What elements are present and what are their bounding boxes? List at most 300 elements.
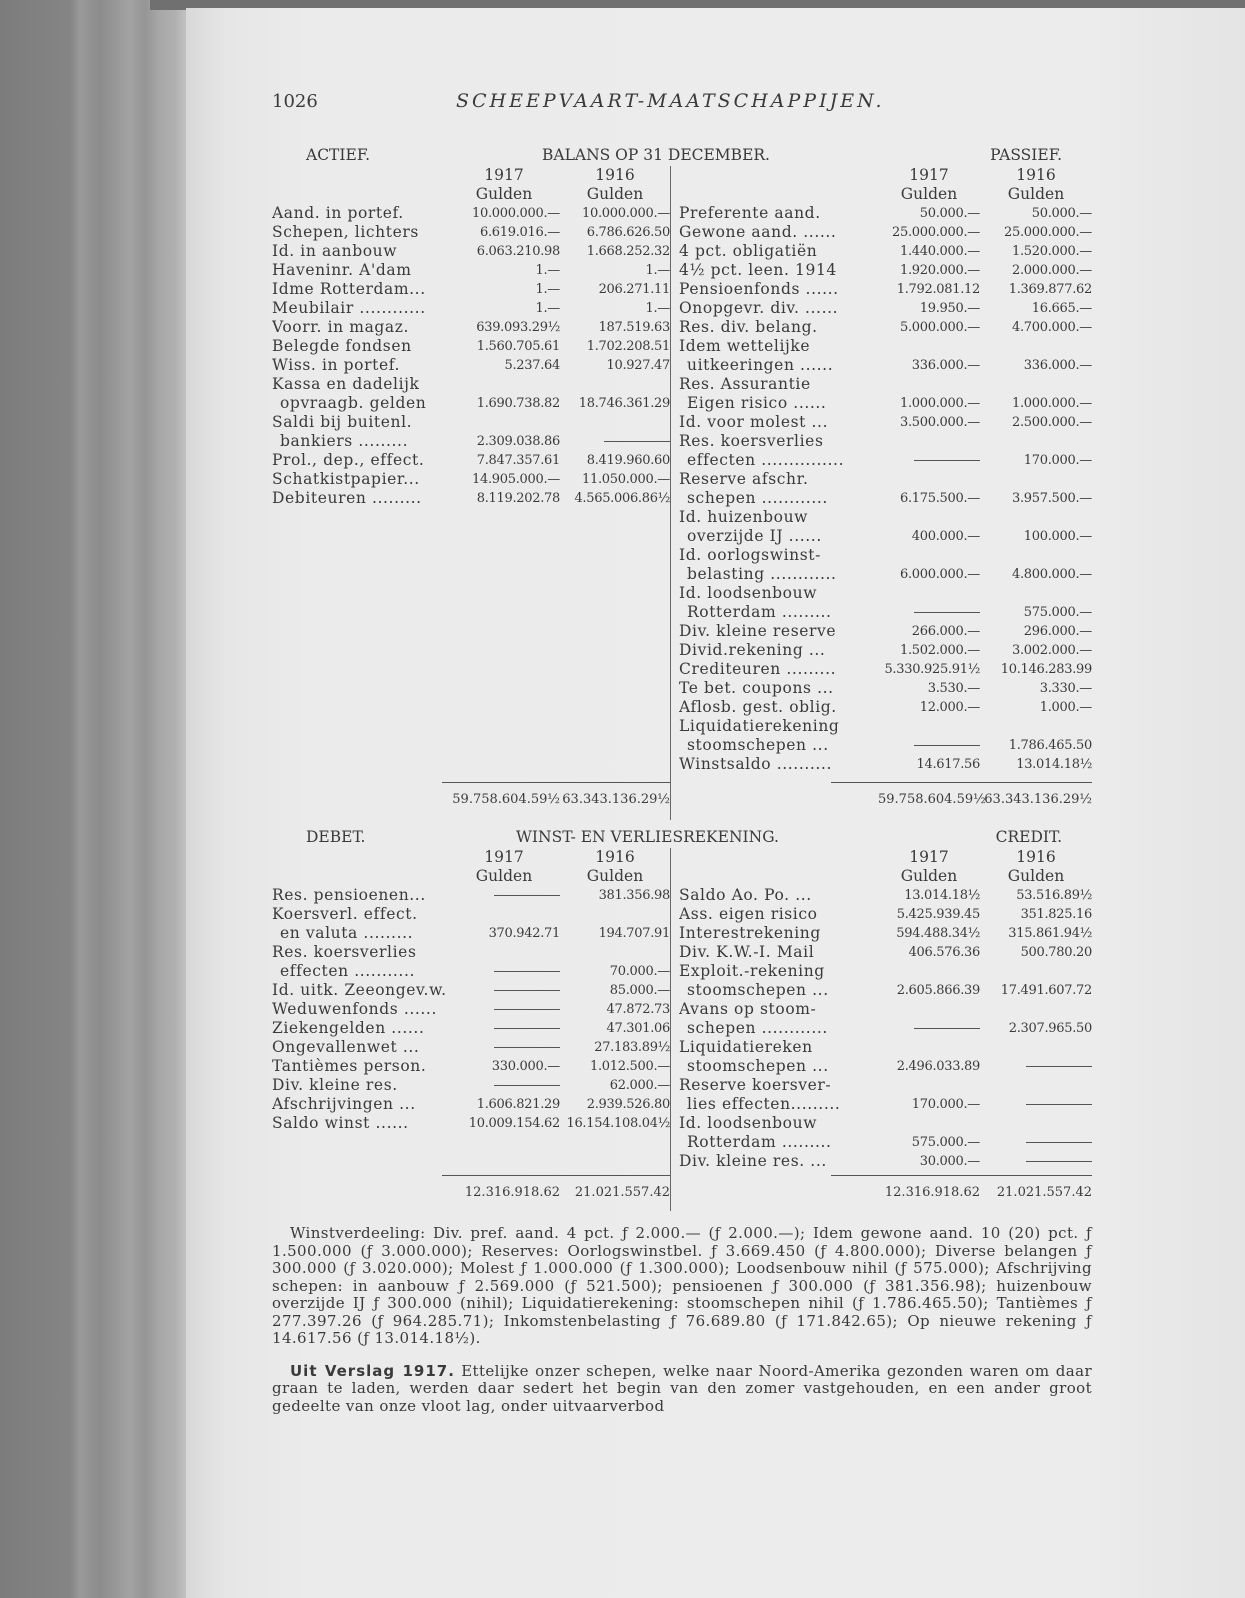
row-value-1917: 336.000.—	[911, 358, 980, 373]
row-label: Koersverl. effect.	[272, 905, 418, 923]
table-row	[272, 204, 670, 223]
row-label: Winstsaldo ..........	[679, 755, 832, 773]
row-value-1917: 1.606.821.29	[476, 1097, 560, 1112]
row-label: Div. K.W.-I. Mail	[679, 943, 815, 961]
row-value-1917	[878, 1000, 980, 1019]
row-value-1917: 12.000.—	[919, 700, 980, 715]
row-value-1917: 19.950.—	[919, 301, 980, 316]
assets-column	[272, 166, 671, 774]
row-value-1916	[980, 1114, 1092, 1133]
row-label: Te bet. coupons ...	[679, 679, 834, 697]
row-label: bankiers .........	[280, 432, 409, 450]
row-value-1917: 10.000.000.—	[472, 206, 560, 221]
row-label: Div. kleine res.	[272, 1076, 398, 1094]
row-value-1917	[448, 1000, 560, 1019]
table-row	[272, 1114, 670, 1133]
row-label: Aand. in portef.	[272, 204, 404, 222]
row-label: Kassa en dadelijk	[272, 375, 420, 393]
row-label: Tantièmes person.	[272, 1057, 427, 1075]
table-row	[272, 1095, 670, 1114]
row-value-1916: 17.491.607.72	[1000, 983, 1092, 998]
row-value-1917: 6.000.000.—	[900, 567, 980, 582]
row-label: stoomschepen ...	[687, 1057, 829, 1075]
table-row	[679, 1076, 1092, 1095]
row-value-1916: 170.000.—	[1023, 453, 1092, 468]
row-value-1916: 10.927.47	[606, 358, 670, 373]
row-label: Res. Assurantie	[679, 375, 811, 393]
row-value-1916: 50.000.—	[1031, 206, 1092, 221]
row-value-1917	[448, 886, 560, 905]
row-label: Pensioenfonds ......	[679, 280, 839, 298]
year-1916: 1916 Gulden	[586, 166, 644, 203]
balance-header	[272, 146, 1092, 166]
row-value-1917: 6.063.210.98	[476, 244, 560, 259]
balance-table	[272, 166, 1092, 774]
table-row	[679, 508, 1092, 527]
table-row	[679, 470, 1092, 489]
table-row	[679, 432, 1092, 451]
table-row	[679, 679, 1092, 698]
row-value-1916: 194.707.91	[598, 926, 670, 941]
row-value-1916	[980, 1057, 1092, 1076]
liabilities-total-1916: 63.343.136.29½	[984, 792, 1092, 807]
row-label: Crediteuren .........	[679, 660, 837, 678]
year-1916: 1916 Gulden	[1007, 848, 1065, 885]
row-value-1916: 6.786.626.50	[586, 225, 670, 240]
row-label: Voorr. in magaz.	[272, 318, 410, 336]
assets-total-1917: 59.758.604.59½	[452, 792, 560, 807]
table-row	[272, 413, 670, 432]
row-value-1916	[980, 1000, 1092, 1019]
row-value-1916: 25.000.000.—	[1004, 225, 1092, 240]
row-value-1916: 53.516.89½	[1016, 888, 1092, 903]
row-value-1916	[980, 1152, 1092, 1171]
pl-totals	[272, 1171, 1092, 1211]
row-value-1917	[448, 375, 560, 394]
row-label: effecten ...............	[687, 451, 845, 469]
assets-total-1916: 63.343.136.29½	[562, 792, 670, 807]
row-value-1916: 1.—	[645, 301, 670, 316]
row-label: 4 pct. obligatiën	[679, 242, 818, 260]
row-value-1917	[448, 413, 560, 432]
nil-dash	[914, 1028, 980, 1029]
debit-total-1916: 21.021.557.42	[574, 1185, 670, 1200]
actief-title: ACTIEF.	[306, 146, 371, 164]
row-value-1917: 30.000.—	[919, 1154, 980, 1169]
row-label: Gewone aand. ......	[679, 223, 837, 241]
row-label: Res. koersverlies	[272, 943, 417, 961]
row-label: Ass. eigen risico	[679, 905, 818, 923]
table-row	[679, 584, 1092, 603]
row-value-1917: 13.014.18½	[904, 888, 980, 903]
row-value-1916: 16.154.108.04½	[566, 1116, 670, 1131]
table-row	[272, 886, 670, 905]
table-row	[272, 470, 670, 489]
row-value-1916: 4.800.000.—	[1012, 567, 1092, 582]
table-row	[272, 451, 670, 470]
row-label: Interestrekening	[679, 924, 821, 942]
table-row	[679, 1133, 1092, 1152]
row-value-1917: 3.500.000.—	[900, 415, 980, 430]
pl-table	[272, 848, 1092, 1171]
row-label: Reserve koersver-	[679, 1076, 832, 1094]
row-label: Preferente aand.	[679, 204, 821, 222]
row-label: Divid.rekening ...	[679, 641, 826, 659]
row-value-1916	[980, 1038, 1092, 1057]
running-head	[272, 92, 1092, 122]
year-1917: 1917 Gulden	[900, 166, 958, 203]
row-value-1917	[878, 546, 980, 565]
row-value-1917: 5.000.000.—	[900, 320, 980, 335]
table-row	[679, 943, 1092, 962]
table-row	[679, 1152, 1092, 1171]
row-value-1916	[560, 943, 670, 962]
row-value-1916	[980, 962, 1092, 981]
nil-dash	[494, 1047, 560, 1048]
row-label: overzijde IJ ......	[687, 527, 822, 545]
debit-column	[272, 848, 671, 1171]
row-value-1916: 8.419.960.60	[586, 453, 670, 468]
row-value-1916: 381.356.98	[598, 888, 670, 903]
nil-dash	[494, 1009, 560, 1010]
book-binding	[0, 0, 190, 1598]
row-value-1917	[878, 432, 980, 451]
table-row	[679, 1095, 1092, 1114]
row-value-1917: 2.496.033.89	[896, 1059, 980, 1074]
row-value-1916: 351.825.16	[1020, 907, 1092, 922]
row-label: Res. pensioenen...	[272, 886, 426, 904]
row-value-1917	[878, 603, 980, 622]
row-label: Belegde fondsen	[272, 337, 412, 355]
table-row	[272, 375, 670, 394]
assets-year-header	[272, 166, 670, 204]
row-value-1916: 62.000.—	[609, 1078, 670, 1093]
liabilities-total-1917: 59.758.604.59½	[878, 792, 986, 807]
nil-dash	[494, 990, 560, 991]
row-value-1917	[878, 717, 980, 736]
row-value-1916: 1.—	[645, 263, 670, 278]
table-row	[679, 375, 1092, 394]
row-value-1917: 1.792.081.12	[896, 282, 980, 297]
nil-dash	[494, 1028, 560, 1029]
row-value-1917: 8.119.202.78	[476, 491, 560, 506]
row-value-1917: 1.502.000.—	[900, 643, 980, 658]
table-row	[272, 962, 670, 981]
table-row	[272, 1000, 670, 1019]
row-value-1917	[878, 508, 980, 527]
row-value-1916: 47.872.73	[606, 1002, 670, 1017]
table-row	[272, 223, 670, 242]
row-value-1916: 296.000.—	[1023, 624, 1092, 639]
debit-rows	[272, 886, 670, 1133]
row-value-1917: 266.000.—	[911, 624, 980, 639]
table-row	[272, 280, 670, 299]
row-value-1916: 336.000.—	[1023, 358, 1092, 373]
row-label: Ongevallenwet ...	[272, 1038, 420, 1056]
row-label: Debiteuren .........	[272, 489, 422, 507]
row-label: uitkeeringen ......	[687, 356, 834, 374]
table-row	[272, 1038, 670, 1057]
row-value-1916: 16.665.—	[1031, 301, 1092, 316]
row-label: Div. kleine reserve	[679, 622, 837, 640]
row-value-1916: 13.014.18½	[1016, 757, 1092, 772]
row-label: Id. uitk. Zeeongev.w.	[272, 981, 447, 999]
row-value-1917: 5.330.925.91½	[884, 662, 980, 677]
row-value-1917	[878, 470, 980, 489]
table-row	[679, 451, 1092, 470]
table-row	[679, 698, 1092, 717]
balance-title: BALANS OP 31 DECEMBER.	[542, 146, 770, 164]
row-value-1916	[560, 375, 670, 394]
row-value-1917	[878, 375, 980, 394]
row-label: Schatkistpapier...	[272, 470, 420, 488]
table-row	[679, 318, 1092, 337]
table-row	[272, 261, 670, 280]
nil-dash	[494, 1085, 560, 1086]
year-1917: 1917 Gulden	[475, 848, 533, 885]
row-value-1916: 100.000.—	[1023, 529, 1092, 544]
row-value-1917	[878, 584, 980, 603]
row-value-1916	[980, 432, 1092, 451]
row-value-1917: 1.000.000.—	[900, 396, 980, 411]
row-label: opvraagb. gelden	[280, 394, 427, 412]
table-row	[272, 1057, 670, 1076]
nil-dash	[494, 971, 560, 972]
passief-title: PASSIEF.	[990, 146, 1062, 164]
row-label: effecten ...........	[280, 962, 416, 980]
row-value-1917: 1.440.000.—	[900, 244, 980, 259]
table-row	[679, 924, 1092, 943]
row-label: Aflosb. gest. oblig.	[679, 698, 837, 716]
row-value-1916	[560, 432, 670, 451]
year-1916: 1916 Gulden	[1007, 166, 1065, 203]
row-value-1917: 370.942.71	[488, 926, 560, 941]
table-row	[272, 1019, 670, 1038]
row-value-1917: 406.576.36	[908, 945, 980, 960]
nil-dash	[604, 441, 670, 442]
row-value-1917	[878, 736, 980, 755]
row-value-1916: 70.000.—	[609, 964, 670, 979]
row-label: Liquidatiereken	[679, 1038, 813, 1056]
row-value-1916: 187.519.63	[598, 320, 670, 335]
table-row	[679, 280, 1092, 299]
table-row	[679, 413, 1092, 432]
running-title: SCHEEPVAART-MAATSCHAPPIJEN.	[456, 90, 885, 112]
row-value-1917	[448, 1076, 560, 1095]
row-value-1917: 14.905.000.—	[472, 472, 560, 487]
table-row	[272, 981, 670, 1000]
table-row	[679, 546, 1092, 565]
row-label: Div. kleine res. ...	[679, 1152, 827, 1170]
row-value-1916: 4.565.006.86½	[574, 491, 670, 506]
row-value-1917: 7.847.357.61	[476, 453, 560, 468]
table-row	[679, 622, 1092, 641]
row-value-1917: 1.690.738.82	[476, 396, 560, 411]
table-row	[679, 261, 1092, 280]
row-value-1916: 1.000.000.—	[1012, 396, 1092, 411]
row-value-1916	[980, 508, 1092, 527]
liabilities-rows	[679, 204, 1092, 774]
table-row	[679, 1038, 1092, 1057]
row-value-1916: 1.012.500.—	[590, 1059, 670, 1074]
row-label: Wiss. in portef.	[272, 356, 401, 374]
liabilities-year-header	[679, 166, 1092, 204]
nil-dash	[914, 745, 980, 746]
verslag-text: Ettelijke onzer schepen, welke naar Noord-Amerika gezonden waren om daar graan te laden, werden daar sedert het begin van den zomer vastgehouden, en een ander groot gedeelte van onze vloot lag, onder uitvaarverbod	[272, 1361, 1093, 1415]
debit-total-1917: 12.316.918.62	[464, 1185, 560, 1200]
table-row	[679, 337, 1092, 356]
table-row	[679, 394, 1092, 413]
row-label: belasting ............	[687, 565, 837, 583]
row-value-1917	[878, 1076, 980, 1095]
row-value-1916: 3.002.000.—	[1012, 643, 1092, 658]
row-value-1916: 85.000.—	[609, 983, 670, 998]
row-value-1916	[980, 470, 1092, 489]
row-value-1917	[448, 905, 560, 924]
row-value-1917	[448, 981, 560, 1000]
row-value-1917	[448, 1038, 560, 1057]
page-content	[272, 92, 1092, 1430]
table-row	[679, 299, 1092, 318]
nil-dash	[1026, 1104, 1092, 1105]
table-row	[272, 924, 670, 943]
row-label: schepen ............	[687, 1019, 828, 1037]
row-value-1916	[980, 546, 1092, 565]
row-value-1917: 170.000.—	[911, 1097, 980, 1112]
row-value-1916	[980, 375, 1092, 394]
table-row	[679, 641, 1092, 660]
row-value-1916: 2.500.000.—	[1012, 415, 1092, 430]
row-label: Afschrijvingen ...	[272, 1095, 416, 1113]
row-label: Idme Rotterdam...	[272, 280, 426, 298]
row-value-1916: 2.939.526.80	[586, 1097, 670, 1112]
credit-rows	[679, 886, 1092, 1171]
row-value-1916: 500.780.20	[1020, 945, 1092, 960]
row-label: Id. loodsenbouw	[679, 1114, 818, 1132]
table-row	[272, 943, 670, 962]
table-row	[679, 660, 1092, 679]
row-value-1917: 330.000.—	[491, 1059, 560, 1074]
row-value-1917: 400.000.—	[911, 529, 980, 544]
nil-dash	[1026, 1066, 1092, 1067]
table-row	[679, 603, 1092, 622]
row-value-1916: 315.861.94½	[1008, 926, 1092, 941]
table-row	[272, 905, 670, 924]
nil-dash	[1026, 1142, 1092, 1143]
row-value-1917	[878, 1019, 980, 1038]
table-row	[679, 356, 1092, 375]
table-row	[679, 962, 1092, 981]
row-label: stoomschepen ...	[687, 981, 829, 999]
year-1917: 1917 Gulden	[900, 848, 958, 885]
row-label: Prol., dep., effect.	[272, 451, 425, 469]
row-label: Res. div. belang.	[679, 318, 818, 336]
row-value-1917: 10.009.154.62	[468, 1116, 560, 1131]
pl-header	[272, 828, 1092, 848]
row-value-1916: 18.746.361.29	[578, 396, 670, 411]
row-label: Haveninr. A'dam	[272, 261, 412, 279]
table-row	[272, 318, 670, 337]
row-value-1917	[878, 451, 980, 470]
winstverdeeling-paragraph: Winstverdeeling: Div. pref. aand. 4 pct. ƒ 2.000.— (ƒ 2.000.—); Idem gewone aand. 10 (20) pct. ƒ 1.500.000 (ƒ 3.000.000); Reserves: Oorlogswinstbel. ƒ 3.669.450 (ƒ 4.800.000); Diverse belangen ƒ 300.000 (ƒ 3.020.000); Molest ƒ 1.000.000 (ƒ 1.300.000); Loodsenbouw nihil (ƒ 575.000); Afschrijving schepen: in aanbouw ƒ 2.569.000 (ƒ 521.500); pensioenen ƒ 300.000 (ƒ 381.356.98); huizenbouw overzijde IJ ƒ 300.000 (nihil); Liquidatierekening: stoomschepen nihil (ƒ 1.786.465.50); Tantièmes ƒ 277.397.26 (ƒ 964.285.71); Inkomstenbelasting ƒ 76.689.80 (ƒ 171.842.65); Op nieuwe rekening ƒ 14.617.56 (ƒ 13.014.18½).	[272, 1224, 1092, 1347]
credit-total-1916: 21.021.557.42	[996, 1185, 1092, 1200]
year-1917: 1917 Gulden	[475, 166, 533, 203]
row-value-1916: 206.271.11	[598, 282, 670, 297]
row-value-1916	[560, 413, 670, 432]
row-value-1916: 10.000.000.—	[582, 206, 670, 221]
row-label: Rotterdam .........	[687, 1133, 832, 1151]
row-value-1917	[878, 962, 980, 981]
row-value-1916: 3.330.—	[1039, 681, 1092, 696]
row-label: Res. koersverlies	[679, 432, 824, 450]
pl-title: WINST- EN VERLIESREKENING.	[516, 828, 779, 846]
row-label: Avans op stoom-	[679, 1000, 817, 1018]
table-row	[272, 356, 670, 375]
row-value-1916	[980, 1095, 1092, 1114]
row-value-1917: 639.093.29½	[476, 320, 560, 335]
table-row	[679, 1019, 1092, 1038]
row-value-1917: 594.488.34½	[896, 926, 980, 941]
row-value-1917: 575.000.—	[911, 1135, 980, 1150]
row-value-1916	[560, 905, 670, 924]
table-row	[679, 717, 1092, 736]
row-label: Id. loodsenbouw	[679, 584, 818, 602]
row-value-1917: 1.—	[535, 301, 560, 316]
row-value-1917	[878, 1114, 980, 1133]
table-row	[272, 489, 670, 508]
row-value-1916: 2.307.965.50	[1008, 1021, 1092, 1036]
verslag-paragraph	[272, 1363, 1092, 1416]
row-value-1917: 1.—	[535, 263, 560, 278]
row-label: Id. oorlogswinst-	[679, 546, 821, 564]
row-label: Ziekengelden ......	[272, 1019, 425, 1037]
table-row	[679, 1057, 1092, 1076]
credit-title: CREDIT.	[995, 828, 1062, 846]
table-row	[679, 242, 1092, 261]
row-label: Eigen risico ......	[687, 394, 827, 412]
table-row	[679, 905, 1092, 924]
nil-dash	[1026, 1161, 1092, 1162]
row-value-1917: 14.617.56	[916, 757, 980, 772]
row-value-1917: 1.—	[535, 282, 560, 297]
row-value-1917: 2.605.866.39	[896, 983, 980, 998]
row-label: Meubilair ............	[272, 299, 426, 317]
row-value-1917: 1.560.705.61	[476, 339, 560, 354]
verslag-lead: Uit Verslag 1917.	[290, 1361, 455, 1380]
credit-column	[671, 848, 1092, 1171]
row-value-1917: 1.920.000.—	[900, 263, 980, 278]
row-value-1916: 1.000.—	[1039, 700, 1092, 715]
row-value-1917: 5.237.64	[504, 358, 560, 373]
table-row	[679, 981, 1092, 1000]
row-value-1917	[878, 337, 980, 356]
row-value-1916: 575.000.—	[1023, 605, 1092, 620]
row-value-1917: 50.000.—	[919, 206, 980, 221]
nil-dash	[914, 612, 980, 613]
table-row	[679, 1000, 1092, 1019]
row-value-1916	[980, 1133, 1092, 1152]
row-value-1917: 6.175.500.—	[900, 491, 980, 506]
row-value-1917	[448, 962, 560, 981]
row-label: Rotterdam .........	[687, 603, 832, 621]
table-row	[272, 1076, 670, 1095]
table-row	[679, 755, 1092, 774]
row-value-1917	[448, 1019, 560, 1038]
row-label: Reserve afschr.	[679, 470, 809, 488]
table-row	[272, 242, 670, 261]
row-value-1917: 2.309.038.86	[476, 434, 560, 449]
row-value-1916: 1.369.877.62	[1008, 282, 1092, 297]
